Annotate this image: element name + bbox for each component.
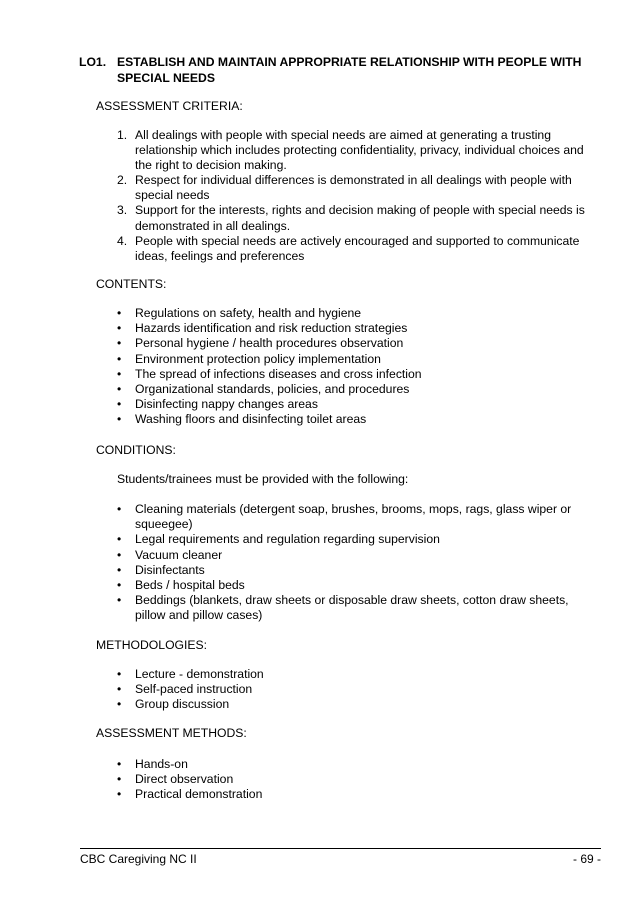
contents-item bbox=[117, 412, 601, 427]
bullet-icon: • bbox=[117, 682, 122, 697]
methodologies-item bbox=[117, 697, 601, 712]
contents-item-text: Hazards identification and risk reduction strategies bbox=[135, 321, 408, 336]
footer-document-title: CBC Caregiving NC II bbox=[80, 852, 197, 866]
criteria-text: People with special needs are actively encouraged and supported to communicate ideas, feelings and preferences bbox=[135, 233, 580, 263]
bullet-icon: • bbox=[117, 772, 122, 787]
contents-item-text: The spread of infections diseases and cross infection bbox=[135, 366, 422, 381]
conditions-item bbox=[117, 502, 601, 532]
conditions-item-text: Beddings (blankets, draw sheets or disposable draw sheets, cotton draw sheets, pillow and pillow cases) bbox=[135, 593, 569, 623]
contents-item-text: Organizational standards, policies, and procedures bbox=[135, 382, 410, 397]
bullet-icon: • bbox=[117, 412, 122, 427]
assessment-criteria-list bbox=[117, 128, 601, 264]
criteria-item bbox=[117, 234, 601, 264]
contents-item bbox=[117, 397, 601, 412]
contents-item-text: Personal hygiene / health procedures observation bbox=[135, 336, 404, 351]
bullet-icon: • bbox=[117, 667, 122, 681]
contents-item bbox=[117, 382, 601, 397]
assessment-criteria-heading: ASSESSMENT CRITERIA: bbox=[96, 99, 243, 113]
criteria-item bbox=[117, 203, 601, 233]
contents-item bbox=[117, 352, 601, 367]
conditions-intro: Students/trainees must be provided with the following: bbox=[117, 472, 409, 486]
contents-item bbox=[117, 367, 601, 382]
criteria-number: 1. bbox=[117, 128, 128, 142]
contents-item bbox=[117, 306, 601, 321]
bullet-icon: • bbox=[117, 397, 122, 412]
assessment-methods-item bbox=[117, 787, 601, 802]
bullet-icon: • bbox=[117, 502, 122, 516]
conditions-list bbox=[117, 502, 601, 624]
bullet-icon: • bbox=[117, 593, 122, 608]
conditions-item bbox=[117, 532, 601, 547]
assessment-methods-item bbox=[117, 757, 601, 772]
bullet-icon: • bbox=[117, 321, 122, 336]
contents-item bbox=[117, 321, 601, 336]
bullet-icon: • bbox=[117, 787, 122, 802]
conditions-item-text: Cleaning materials (detergent soap, brushes, brooms, mops, rags, glass wiper or squeegee) bbox=[135, 502, 572, 532]
methodologies-list bbox=[117, 667, 601, 713]
conditions-item bbox=[117, 563, 601, 578]
methodologies-item-text: Self-paced instruction bbox=[135, 682, 253, 697]
criteria-text: Support for the interests, rights and decision making of people with special needs is demonstrated in all dealings. bbox=[135, 203, 585, 233]
methodologies-item bbox=[117, 667, 601, 682]
bullet-icon: • bbox=[117, 366, 122, 381]
methodologies-item-text: Group discussion bbox=[135, 697, 230, 712]
bullet-icon: • bbox=[117, 697, 122, 712]
methodologies-item bbox=[117, 682, 601, 697]
bullet-icon: • bbox=[117, 547, 122, 562]
criteria-number: 2. bbox=[117, 173, 128, 188]
contents-list bbox=[117, 306, 601, 428]
criteria-item bbox=[117, 173, 601, 203]
bullet-icon: • bbox=[117, 306, 122, 320]
assessment-methods-list bbox=[117, 757, 601, 803]
learning-outcome-number: LO1. bbox=[79, 55, 107, 69]
assessment-methods-item-text: Hands-on bbox=[135, 757, 188, 771]
conditions-item bbox=[117, 578, 601, 593]
conditions-item bbox=[117, 548, 601, 563]
bullet-icon: • bbox=[117, 382, 122, 397]
conditions-item bbox=[117, 593, 601, 623]
criteria-number: 3. bbox=[117, 203, 128, 218]
learning-outcome-title: ESTABLISH AND MAINTAIN APPROPRIATE RELATIONSHIP WITH PEOPLE WITH SPECIAL NEEDS bbox=[117, 55, 582, 85]
bullet-icon: • bbox=[117, 351, 122, 366]
contents-item-text: Environment protection policy implementation bbox=[135, 351, 381, 366]
criteria-text: Respect for individual differences is demonstrated in all dealings with people with special needs bbox=[135, 173, 572, 203]
conditions-item-text: Legal requirements and regulation regarding supervision bbox=[135, 532, 440, 547]
bullet-icon: • bbox=[117, 562, 122, 577]
criteria-item bbox=[117, 128, 601, 173]
criteria-number: 4. bbox=[117, 233, 128, 248]
footer-page-number: - 69 - bbox=[572, 852, 601, 866]
bullet-icon: • bbox=[117, 336, 122, 351]
bullet-icon: • bbox=[117, 532, 122, 547]
footer-divider bbox=[80, 848, 601, 849]
methodologies-item-text: Lecture - demonstration bbox=[135, 667, 264, 681]
conditions-item-text: Beds / hospital beds bbox=[135, 578, 245, 593]
criteria-text: All dealings with people with special needs are aimed at generating a trusting relationship which includes protecting confidentiality, privacy, individual choices and the right to decision making. bbox=[135, 128, 584, 173]
assessment-methods-item bbox=[117, 772, 601, 787]
methodologies-heading: METHODOLOGIES: bbox=[96, 638, 208, 652]
contents-item-text: Washing floors and disinfecting toilet areas bbox=[135, 412, 367, 427]
contents-heading: CONTENTS: bbox=[96, 277, 167, 291]
assessment-methods-item-text: Practical demonstration bbox=[135, 787, 263, 802]
conditions-item-text: Disinfectants bbox=[135, 562, 205, 577]
assessment-methods-heading: ASSESSMENT METHODS: bbox=[96, 726, 247, 740]
assessment-methods-item-text: Direct observation bbox=[135, 772, 234, 787]
conditions-item-text: Vacuum cleaner bbox=[135, 547, 223, 562]
contents-item-text: Disinfecting nappy changes areas bbox=[135, 397, 318, 412]
conditions-heading: CONDITIONS: bbox=[96, 443, 176, 457]
bullet-icon: • bbox=[117, 578, 122, 593]
bullet-icon: • bbox=[117, 757, 122, 771]
contents-item bbox=[117, 336, 601, 351]
contents-item-text: Regulations on safety, health and hygiene bbox=[135, 306, 362, 320]
